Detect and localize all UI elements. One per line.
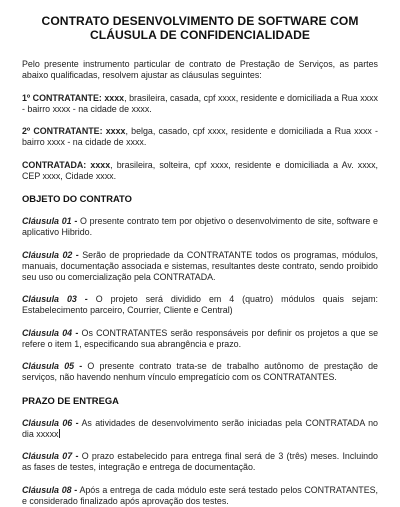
clause-07 xyxy=(22,451,378,473)
clause-08 xyxy=(22,485,378,507)
clause-01-name: Cláusula 01 - xyxy=(22,216,78,226)
clause-05 xyxy=(22,361,378,383)
clause-04-name: Cláusula 04 - xyxy=(22,327,79,338)
party-1-name: xxxx xyxy=(104,92,125,103)
clause-05-text: O presente contrato trata-se de trabalho autônomo de prestação de serviços, não havendo nenhum vínculo empregatício com os CONTRATANTES. xyxy=(22,361,378,382)
clause-03 xyxy=(22,294,378,316)
title-line-2: CLÁUSULA DE CONFIDENCIALIDADE xyxy=(89,28,311,42)
party-contratada-label: CONTRATADA: xyxy=(22,159,87,170)
party-1-details: , brasileira, casada, cpf xxxx, residente e domiciliada a Rua xxxx - bairro xxxx - na cidade de xxxx. xyxy=(22,92,378,114)
text-cursor xyxy=(59,429,60,438)
party-2-label: 2º CONTRATANTE: xyxy=(22,126,103,136)
party-contratada xyxy=(22,160,378,182)
party-contratada-name: xxxx xyxy=(90,159,111,170)
clause-08-name: Cláusula 08 - xyxy=(22,484,78,495)
party-contratada-details: , brasileira, solteira, cpf xxxx, residente e domiciliada a Av. xxxx, CEP xxxx, Cidade xxxx. xyxy=(22,159,379,181)
clause-02-text: Serão de propriedade da CONTRATANTE todos os programas, módulos, manuais, documentação associada e sistemas, resultantes deste contrato, sendo proibido seu uso ou comercialização pela CONTRATADA. xyxy=(22,249,379,282)
clause-01 xyxy=(22,216,378,238)
party-2 xyxy=(22,126,378,148)
party-1-label: 1º CONTRATANTE: xyxy=(22,92,102,103)
clause-07-text: O prazo estabelecido para entrega final será de 3 (três) meses. Incluindo as fases de testes, integração e entrega de documentação. xyxy=(22,451,378,472)
clause-03-text: O projeto será dividido em 4 (quatro) módulos quais sejam: Estabelecimento parceiro, Courrier, Cliente e Central) xyxy=(22,294,378,315)
title-line-1: CONTRATO DESENVOLVIMENTO DE SOFTWARE COM xyxy=(41,14,359,28)
document-title xyxy=(22,14,378,42)
clause-06[interactable] xyxy=(22,418,378,440)
clause-04 xyxy=(22,328,378,350)
intro-paragraph: Pelo presente instrumento particular de contrato de Prestação de Serviços, as partes abaixo qualificadas, resolvem ajustar as cláusulas seguintes: xyxy=(22,59,378,80)
clause-05-name: Cláusula 05 - xyxy=(22,361,83,371)
party-1 xyxy=(22,93,378,115)
clause-02-name: Cláusula 02 - xyxy=(22,249,79,260)
clause-01-text: O presente contrato tem por objetivo o desenvolvimento de site, software e aplicativo Hibrido. xyxy=(22,216,378,237)
section-prazo-heading: PRAZO DE ENTREGA xyxy=(22,394,119,406)
clause-03-name: Cláusula 03 - xyxy=(22,294,88,304)
clause-06-name: Cláusula 06 - xyxy=(22,417,79,428)
clause-04-text: Os CONTRATANTES serão responsáveis por definir os projetos a que se refere o item 1, especificando sua abrangência e prazo. xyxy=(22,327,379,349)
clause-02 xyxy=(22,250,378,283)
party-2-details: , belga, casado, cpf xxxx, residente e domiciliada a Rua xxxx - bairro xxxx - na cidade de xxxx. xyxy=(22,126,378,147)
party-2-name: xxxx xyxy=(105,126,126,136)
clause-08-text: Após a entrega de cada módulo este será testado pelos CONTRATANTES, e considerado finalizado após aprovação dos testes. xyxy=(22,484,378,506)
clause-06-text[interactable]: As atividades de desenvolvimento serão iniciadas pela CONTRATADA no dia xxxxx xyxy=(22,417,378,439)
section-objeto-heading: OBJETO DO CONTRATO xyxy=(22,193,132,204)
clause-07-name: Cláusula 07 - xyxy=(22,451,79,461)
